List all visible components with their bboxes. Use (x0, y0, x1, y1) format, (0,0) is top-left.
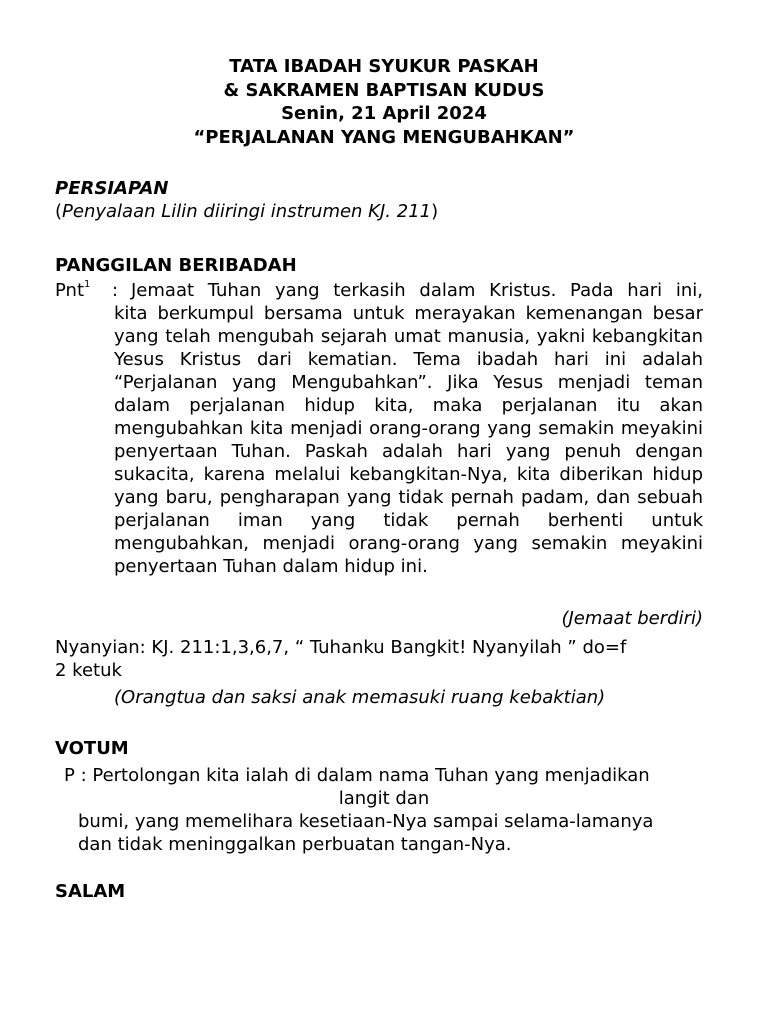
jemaat-berdiri-instruction: (Jemaat berdiri) (561, 608, 703, 629)
title-line-1: TATA IBADAH SYUKUR PASKAH (229, 56, 539, 77)
salam-heading: SALAM (55, 881, 126, 902)
title-line-3: Senin, 21 April 2024 (281, 103, 487, 124)
speaker-label (55, 279, 90, 302)
persiapan-note (55, 200, 438, 223)
speaker-colon: : (112, 280, 119, 301)
panggilan-first-line: Jemaat Tuhan yang terkasih dalam Kristus. Pada hari ini, (131, 280, 703, 301)
persiapan-heading: PERSIAPAN (55, 178, 169, 199)
speaker-name: Pnt (55, 280, 85, 301)
document-title (0, 55, 768, 149)
orangtua-instruction: (Orangtua dan saksi anak memasuki ruang kebaktian) (114, 687, 606, 708)
paren-close: ) (431, 201, 439, 222)
votum-heading: VOTUM (55, 738, 129, 759)
votum-line-2: langit dan (338, 788, 430, 809)
nyanyian-line-2: 2 ketuk (55, 660, 122, 681)
title-line-4: “PERJALANAN YANG MENGUBAHKAN” (193, 126, 575, 148)
votum-line-4: dan tidak meninggalkan perbuatan tangan-Nya. (78, 834, 512, 855)
footnote-marker: 1 (84, 279, 91, 290)
votum-line-1: P : Pertolongan kita ialah di dalam nama Tuhan yang menjadikan (64, 765, 650, 786)
title-line-2: & SAKRAMEN BAPTISAN KUDUS (223, 79, 545, 101)
panggilan-heading: PANGGILAN BERIBADAH (55, 255, 297, 276)
votum-line-3: bumi, yang memelihara kesetiaan-Nya sampai selama-lamanya (78, 811, 654, 832)
nyanyian-line-1: Nyanyian: KJ. 211:1,3,6,7, “ Tuhanku Bangkit! Nyanyilah ” do=f (55, 637, 627, 658)
paren-open: ( (55, 201, 63, 222)
panggilan-body: kita berkumpul bersama untuk merayakan kemenangan besar yang telah mengubah sejarah umat manusia, yakni kebangkitan Yesus Kristus dari kematian. Tema ibadah hari ini adalah “Perjalanan yang Mengubahkan”. Jika Yesus menjadi teman dalam perjalanan hidup kita, maka perjalanan itu akan mengubahkan kita menjadi orang-orang yang semakin meyakini penyertaan Tuhan. Paskah adalah hari yang penuh dengan sukacita, karena melalui kebangkitan-Nya, kita diberikan hidup yang baru, pengharapan yang tidak pernah padam, dan sebuah perjalanan iman yang tidak pernah berhenti untuk mengubahkan, menjadi orang-orang yang semakin meyakini penyertaan Tuhan dalam hidup ini. (114, 303, 703, 577)
persiapan-note-text: Penyalaan Lilin diiringi instrumen KJ. 211 (62, 201, 432, 222)
